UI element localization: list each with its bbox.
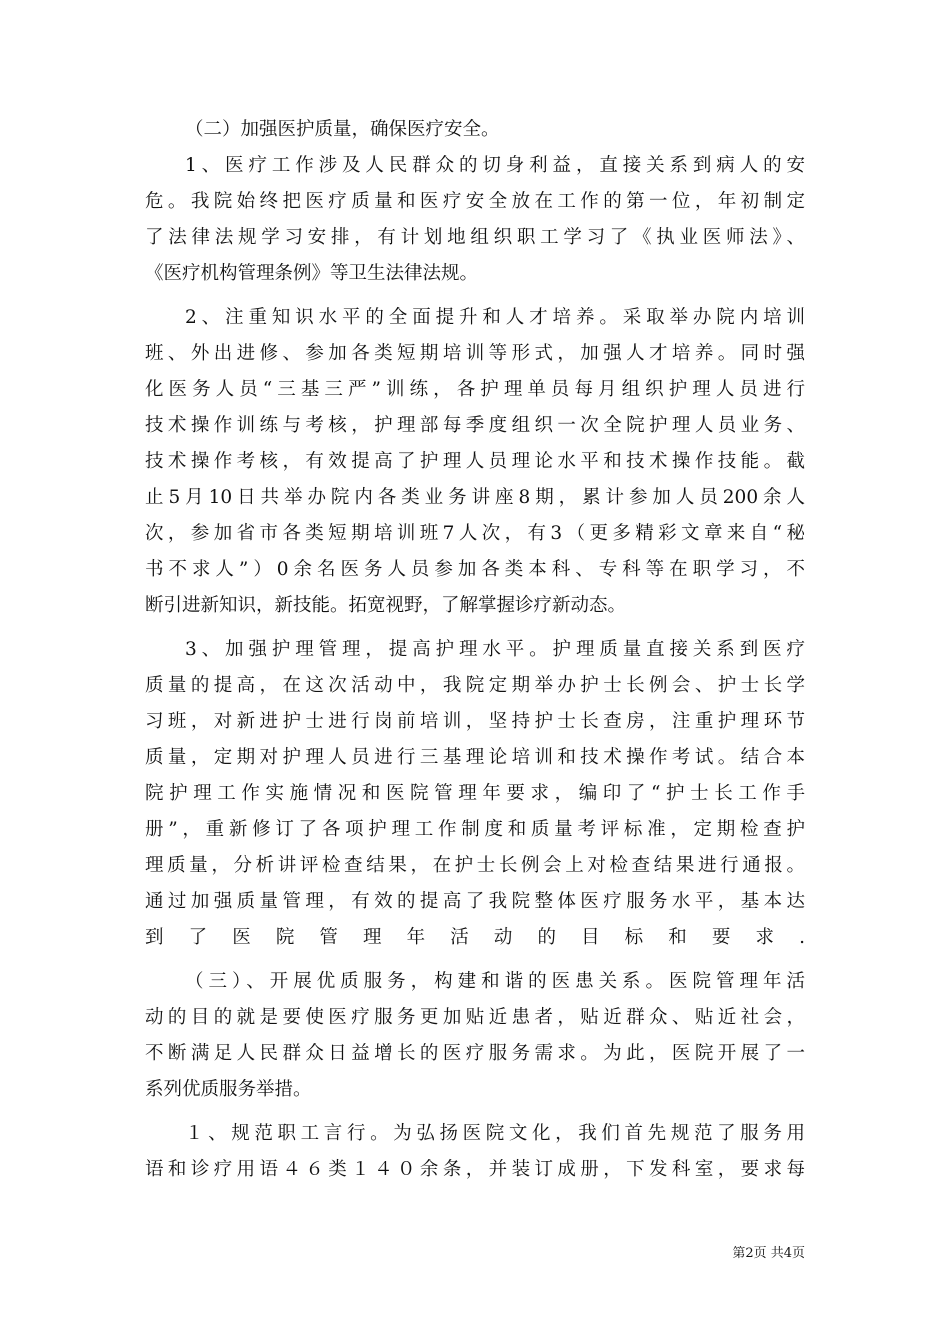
paragraph-line: 质量的提高，在这次活动中，我院定期举办护士长例会、护士长学: [145, 675, 805, 696]
paragraph-line: 《医疗机构管理条例》等卫生法律法规。: [145, 263, 479, 284]
paragraph-line: 1、医疗工作涉及人民群众的切身利益，直接关系到病人的安: [185, 155, 805, 176]
paragraph-line: 不断满足人民群众日益增长的医疗服务需求。为此，医院开展了一: [145, 1043, 805, 1064]
paragraph-line: 到了医院管理年活动的目标和要求.: [145, 927, 805, 948]
paragraph-line: 理质量，分析讲评检查结果，在护士长例会上对检查结果进行通报。: [145, 855, 805, 876]
paragraph-line: １、规范职工言行。为弘扬医院文化，我们首先规范了服务用: [185, 1123, 805, 1144]
paragraph-line: 3、加强护理管理，提高护理水平。护理质量直接关系到医疗: [185, 639, 805, 660]
paragraph-line: 习班，对新进护士进行岗前培训，坚持护士长查房，注重护理环节: [145, 711, 805, 732]
section-heading-3: （三）、开展优质服务，构建和谐的医患关系。医院管理年活: [185, 971, 805, 992]
paragraph-line: 技术操作考核，有效提高了护理人员理论水平和技术操作技能。截: [145, 451, 805, 472]
paragraph-line: 止5月10日共举办院内各类业务讲座8期，累计参加人员200余人: [145, 487, 805, 508]
paragraph-line: 语和诊疗用语４６类１４０余条，并装订成册，下发科室，要求每: [145, 1159, 805, 1180]
paragraph-line: 危。我院始终把医疗质量和医疗安全放在工作的第一位，年初制定: [145, 191, 805, 212]
section-heading-2: （二）加强医护质量，确保医疗安全。: [185, 119, 500, 140]
paragraph-line: 院护理工作实施情况和医院管理年要求，编印了“护士长工作手: [145, 783, 805, 804]
paragraph-line: 册”，重新修订了各项护理工作制度和质量考评标准，定期检查护: [145, 819, 805, 840]
paragraph-line: 断引进新知识，新技能。拓宽视野，了解掌握诊疗新动态。: [145, 595, 627, 616]
paragraph-line: 2、注重知识水平的全面提升和人才培养。采取举办院内培训: [185, 307, 805, 328]
paragraph-line: 化医务人员“三基三严”训练，各护理单员每月组织护理人员进行: [145, 379, 805, 400]
paragraph-line: 质量，定期对护理人员进行三基理论培训和技术操作考试。结合本: [145, 747, 805, 768]
paragraph-line: 动的目的就是要使医疗服务更加贴近患者，贴近群众、贴近社会，: [145, 1007, 805, 1028]
paragraph-line: 次，参加省市各类短期培训班7人次，有3（更多精彩文章来自“秘: [145, 523, 805, 544]
paragraph-line: 技术操作训练与考核，护理部每季度组织一次全院护理人员业务、: [145, 415, 805, 436]
paragraph-line: 系列优质服务举措。: [145, 1079, 312, 1100]
paragraph-line: 班、外出进修、参加各类短期培训等形式，加强人才培养。同时强: [145, 343, 805, 364]
page-number-footer: 第2页 共4页: [732, 1246, 805, 1261]
paragraph-line: 书不求人”）0余名医务人员参加各类本科、专科等在职学习，不: [145, 559, 805, 580]
paragraph-line: 了法律法规学习安排，有计划地组织职工学习了《执业医师法》、: [145, 227, 805, 248]
paragraph-line: 通过加强质量管理，有效的提高了我院整体医疗服务水平，基本达: [145, 891, 805, 912]
document-body: [145, 112, 805, 1188]
